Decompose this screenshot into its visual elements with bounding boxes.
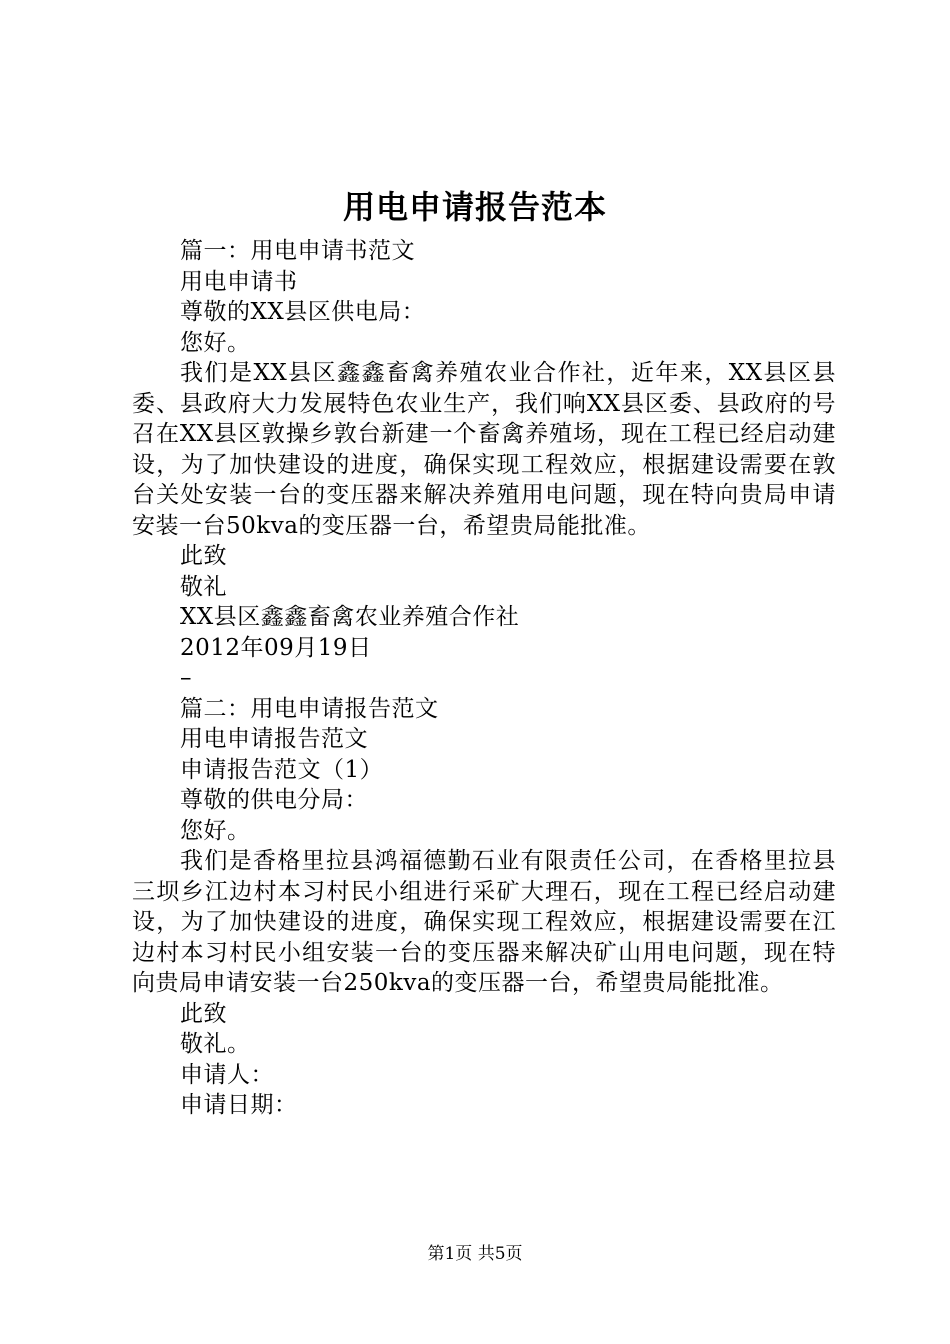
paragraph: 尊敬的XX县区供电局： <box>180 299 426 325</box>
paragraph: 我们是XX县区鑫鑫畜禽养殖农业合作社，近年来，XX县区县委、县政府大力发展特色农业生产，我们响XX县区委、县政府的号召在XX县区敦操乡敦台新建一个畜禽养殖场，现在工程已经启动建设，为了加快建设的进度，确保实现工程效应，根据建设需要在敦台关处安装一台的变压器来解决养殖用电问题，现在特向贵局申请安装一台50kva的变压器一台，希望贵局能批准。 <box>132 360 836 539</box>
paragraph: 篇一：用电申请书范文 <box>180 238 415 264</box>
paragraph: 用电申请报告范文 <box>180 726 368 752</box>
paragraph: 您好。 <box>180 817 251 844</box>
document-title: 用电申请报告范本 <box>342 188 607 226</box>
paragraph: 申请人： <box>180 1061 274 1088</box>
paragraph: 申请报告范文（1） <box>180 756 384 783</box>
paragraph: 用电申请书 <box>180 268 298 295</box>
page-number-footer: 第1页 共5页 <box>427 1244 523 1264</box>
paragraph: 2012年09月19日 <box>180 634 372 661</box>
paragraph: 申请日期： <box>180 1092 298 1118</box>
paragraph: XX县区鑫鑫畜禽农业养殖合作社 <box>180 604 520 630</box>
document-body <box>132 236 836 1121</box>
paragraph: 此致 <box>180 543 227 569</box>
paragraph: 敬礼。 <box>180 1031 251 1057</box>
paragraph: 我们是香格里拉县鸿福德勤石业有限责任公司，在香格里拉县三坝乡江边村本习村民小组进行采矿大理石，现在工程已经启动建设，为了加快建设的进度，确保实现工程效应，根据建设需要在江边村本习村民小组安装一台的变压器来解决矿山用电问题，现在特向贵局申请安装一台250kva的变压器一台，希望贵局能批准。 <box>132 848 836 996</box>
paragraph: 篇二：用电申请报告范文 <box>180 695 439 722</box>
paragraph: 尊敬的供电分局： <box>180 787 368 813</box>
separator-dash: – <box>180 665 192 691</box>
paragraph: 此致 <box>180 1000 227 1027</box>
paragraph: 敬礼 <box>180 573 227 600</box>
paragraph: 您好。 <box>180 329 251 356</box>
